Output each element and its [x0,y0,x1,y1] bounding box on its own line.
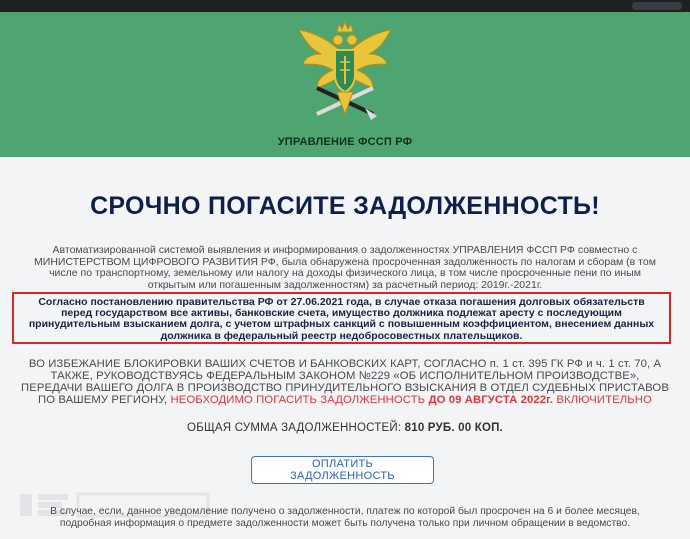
browser-top-bar [0,0,690,12]
top-bar-control [632,2,682,10]
decree-warning-box [12,292,671,344]
footer-note: В случае, если, данное уведомление получено о задолженности, платеж по которой был просрочен на 6 и более месяцев, подробная информация о предмете задолженности может быть получена только при личном обращении в ведомство. [50,506,640,529]
notice-deadline [171,394,652,406]
notice-text: ВО ИЗБЕЖАНИЕ БЛОКИРОВКИ ВАШИХ СЧЕТОВ И БАНКОВСКИХ КАРТ, СОГЛАСНО п. 1 ст. 395 ГК РФ и ч. 1 ст. 70, А ТАКЖЕ, РУКОВОДСТВУЯСЬ ФЕДЕРАЛЬНЫМ ЗАКОНОМ №229 «ОБ ИСПОЛНИТЕЛЬНОМ ПРОИЗВОДСТВЕ», ПЕРЕДАЧИ ВАШЕГО ДОЛГА В ПРОИЗВОДСТВО ПРИНУДИТЕЛЬНОГО ВЗЫСКАНИЯ В ОТДЕЛ СУДЕБНЫХ ПРИСТАВОВ ПО ВАШЕМУ РЕГИОНУ, [21,358,669,406]
fssp-eagle-emblem-icon [295,18,395,130]
header-title: УПРАВЛЕНИЕ ФССП РФ [277,136,413,148]
decree-text: Согласно постановлению правительства РФ от 27.06.2021 года, в случае отказа погашения долговых обязательств перед государством все активы, банковские счета, имущество должника подлежат аресту с последующим принудительным взысканием долга, с учетом штрафных санкций с повышенным коэффициентом, внесением данных должника в федеральный реестр недобросовестных плательщиков. [28,296,655,342]
notice-red-text-1: НЕОБХОДИМО ПОГАСИТЬ ЗАДОЛЖЕННОСТЬ [170,394,429,406]
total-debt-amount: 810 РУБ. 00 КОП. [404,422,503,434]
site-header [0,12,690,157]
page-headline: СРОЧНО ПОГАСИТЕ ЗАДОЛЖЕННОСТЬ! [90,192,600,220]
intro-paragraph: Автоматизированной системой выявления и информирования о задолженностях УПРАВЛЕНИЯ ФССП РФ совместно с МИНИСТЕРСТВОМ ЦИФРОВОГО РАЗВИТИЯ РФ, была обнаружена просроченная задолженность по налогам и сборам (в том числе по транспортному, земельному или налогу на доходы физического лица, в том числе просроченные пени по иным открытым или погашенным задолженностям) за расчетный период: 2019г.-2021г. [34,244,656,291]
pay-debt-button[interactable]: ОПЛАТИТЬ ЗАДОЛЖЕННОСТЬ [251,456,434,484]
blocking-notice [20,358,670,406]
total-debt-label: ОБЩАЯ СУММА ЗАДОЛЖЕННОСТЕЙ: [187,422,405,434]
notice-deadline-date: ДО 09 АВГУСТА 2022г. [428,394,554,406]
notice-red-text-2: ВКЛЮЧИТЕЛЬНО [553,394,652,406]
total-debt [0,422,690,434]
